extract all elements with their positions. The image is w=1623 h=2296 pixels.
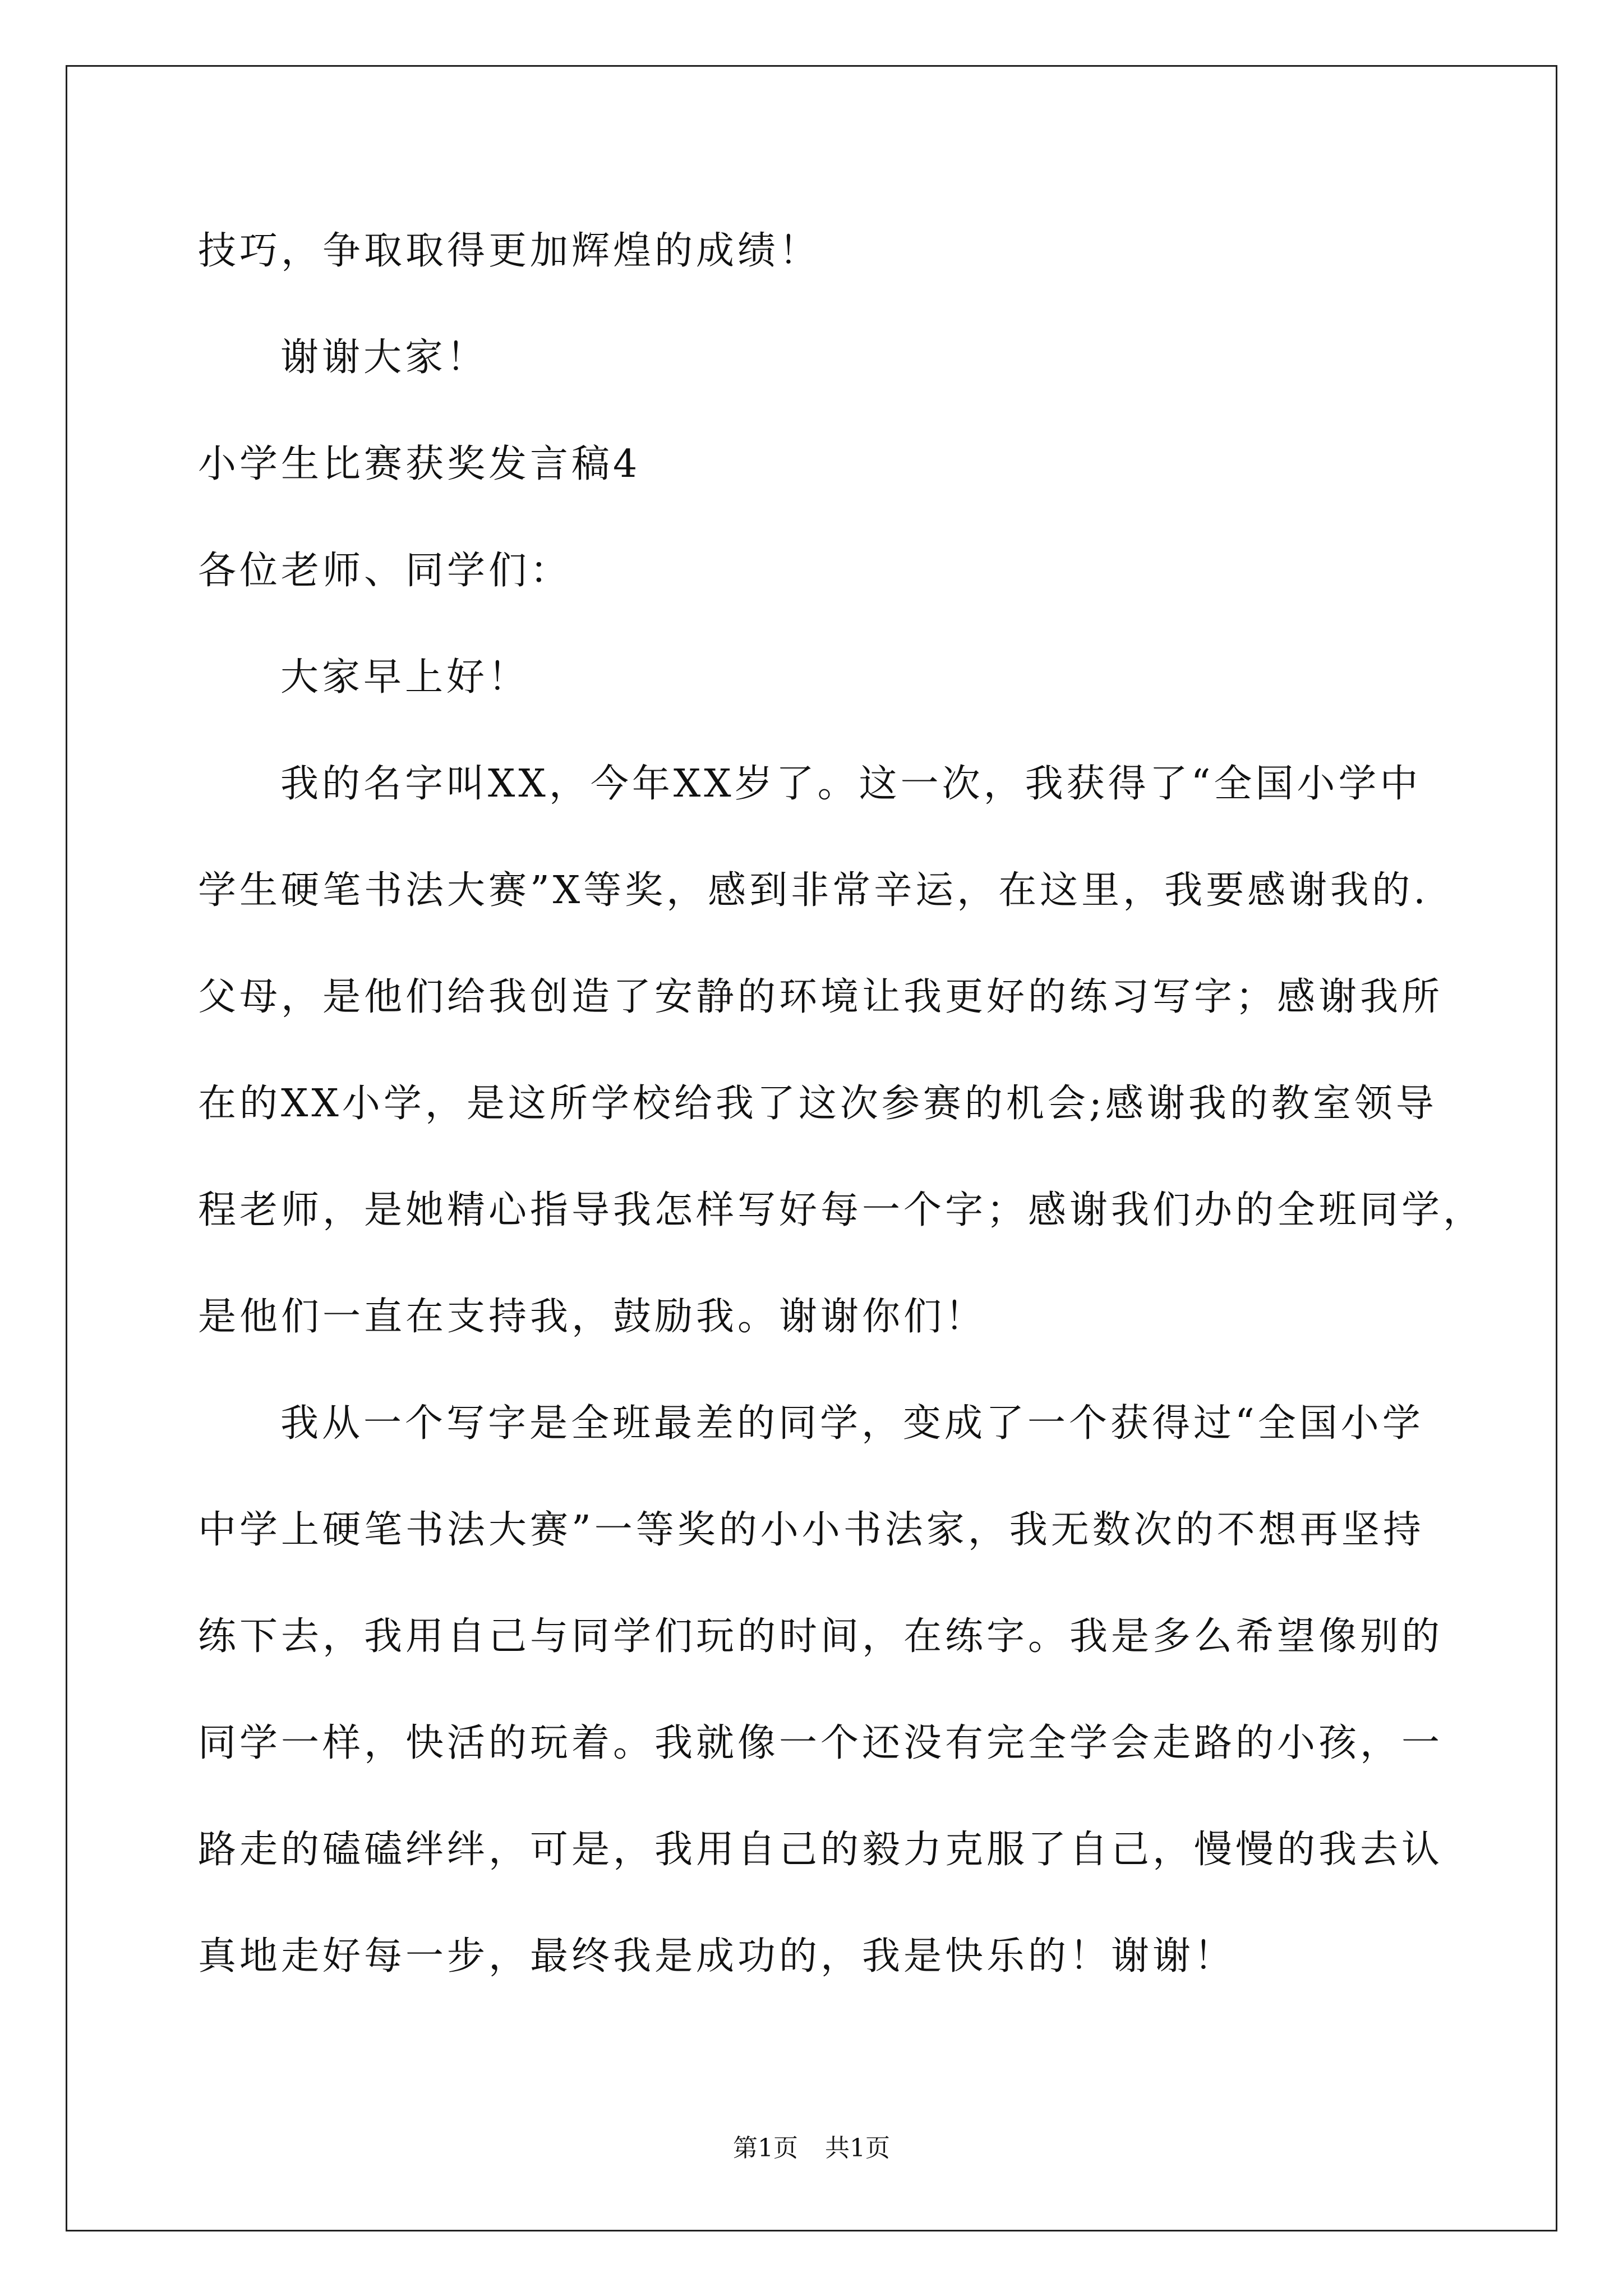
body-line-7: 学生硬笔书法大赛”X等奖，感到非常辛运，在这里，我要感谢我的. [198,868,1429,913]
body-line-9: 在的XX小学，是这所学校给我了这次参赛的机会;感谢我的教室领导 [198,1082,1437,1126]
closing-thanks: 谢谢大家！ [280,335,488,380]
salutation: 各位老师、同学们： [198,549,572,593]
body-line-8: 父母，是他们给我创造了安静的环境让我更好的练习写字；感谢我所 [198,975,1444,1019]
body-line-6: 我的名字叫XX，今年XX岁了。这一次，我获得了“全国小学中 [280,762,1422,806]
page-number: 第1页 [733,2134,798,2162]
body-line-17: 真地走好每一步，最终我是成功的，我是快乐的！谢谢！ [198,1934,1236,1978]
page-footer [0,2132,1623,2165]
body-line-11: 是他们一直在支持我，鼓励我。谢谢你们！ [198,1295,987,1339]
body-line-15: 同学一样，快活的玩着。我就像一个还没有完全学会走路的小孩，一 [198,1721,1444,1765]
section-title: 小学生比赛获奖发言稿4 [198,442,641,486]
body-line-13: 中学上硬笔书法大赛”一等奖的小小书法家，我无数次的不想再坚持 [198,1508,1424,1552]
page-total: 共1页 [825,2134,890,2162]
body-line-14: 练下去，我用自己与同学们玩的时间，在练字。我是多么希望像别的 [198,1614,1444,1659]
body-line-16: 路走的磕磕绊绊，可是，我用自己的毅力克服了自己，慢慢的我去认 [198,1828,1444,1872]
page-border [66,65,1557,2231]
body-line-12: 我从一个写字是全班最差的同学，变成了一个获得过“全国小学 [280,1401,1424,1446]
greeting: 大家早上好！ [280,655,530,700]
body-line-1: 技巧，争取取得更加辉煌的成绩！ [198,229,821,273]
body-line-10: 程老师，是她精心指导我怎样写好每一个字；感谢我们办的全班同学， [198,1188,1485,1232]
